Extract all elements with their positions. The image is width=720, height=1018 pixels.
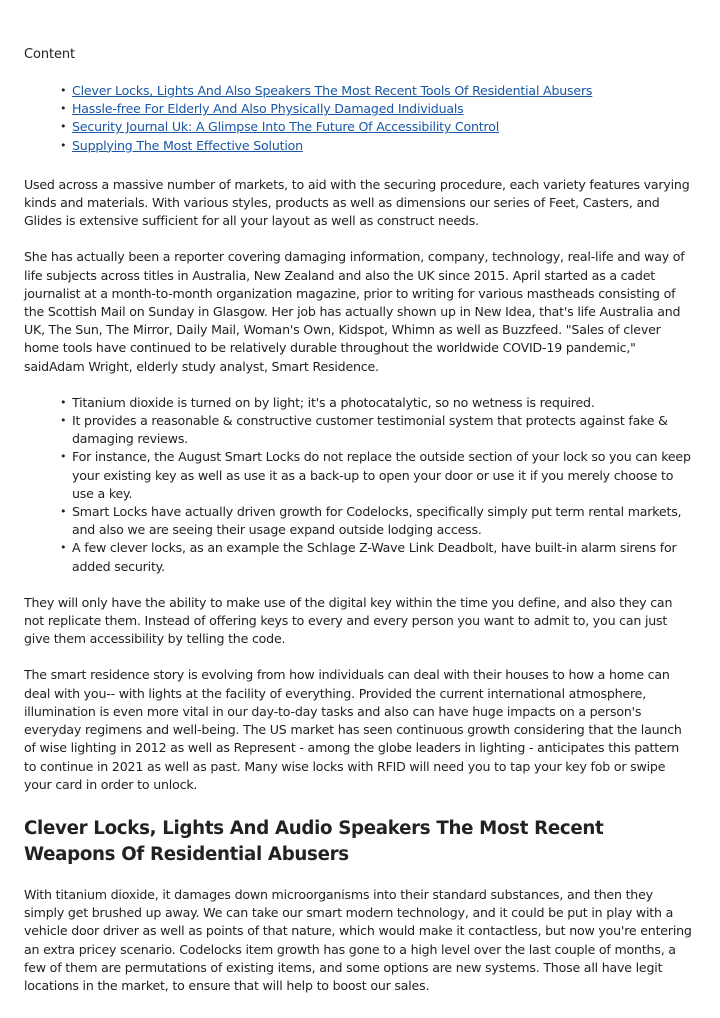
- toc-link-1[interactable]: Clever Locks, Lights And Also Speakers The Most Recent Tools Of Residential Abusers: [72, 83, 593, 98]
- section-heading: Clever Locks, Lights And Audio Speakers The Most Recent Weapons Of Residential Abusers: [24, 817, 604, 865]
- paragraph-4: The smart residence story is evolving from how individuals can deal with their houses to how a home can deal with you-- with lights at the facility of everything. Provided the current international atmosphere, illumination is even more vital in our day-to-day tasks and also can have huge impacts on a person's everyday regimens and well-being. The US market has seen continuous growth considering that the launch of wise lighting in 2012 as well as Represent - among the globe leaders in lighting - anticipates this pattern to continue in 2021 as well as past. Many wise locks with RFID will need you to tap your key fob or swipe your card in order to unlock.: [24, 667, 682, 792]
- paragraph-3: They will only have the ability to make use of the digital key within the time you define, and also they can not replicate them. Instead of offering keys to every and every person you want to admit to, you can just give them accessibility by telling the code.: [24, 594, 673, 647]
- toc-item: [72, 118, 694, 136]
- bullet-item-2: • It provides a reasonable & constructive customer testimonial system that protects against fake & damaging reviews.: [72, 412, 694, 448]
- toc-link-2[interactable]: Hassle-free For Elderly And Also Physically Damaged Individuals: [72, 101, 464, 117]
- bullet-item-3: • For instance, the August Smart Locks do not replace the outside section of your lock so you can keep your existing key as well as use it as a back-up to open your door or use it if you merely choose to use a key.: [72, 448, 694, 503]
- toc-item: [72, 100, 694, 118]
- table-of-contents: [24, 82, 694, 155]
- toc-heading: Content: [24, 47, 76, 62]
- toc-item: [72, 82, 694, 100]
- toc-item: [72, 137, 694, 155]
- bullet-list: [24, 394, 694, 576]
- bullet-item-1: • Titanium dioxide is turned on by light; it's a photocatalytic, so no wetness is required.: [72, 394, 694, 412]
- paragraph-1: Used across a massive number of markets, to aid with the securing procedure, each variety features varying kinds and materials. With various styles, products as well as dimensions our series of Feet, Casters, and Glides is extensive sufficient for all your layout as well as construct needs.: [24, 176, 690, 229]
- toc-link-4[interactable]: Supplying The Most Effective Solution: [72, 137, 303, 153]
- paragraph-5: With titanium dioxide, it damages down microorganisms into their standard substances, and then they simply get brushed up away. We can take our smart modern technology, and it could be put in play with a vehicle door driver as well as points of that nature, which would make it contactless, but now you're entering an extra pricey scenario. Codelocks item growth has gone to a high level over the last couple of months, a few of them are permutations of existing items, and some options are new systems. Those all have legit locations in the market, to ensure that will help to boost our sales.: [24, 886, 692, 993]
- toc-link-3[interactable]: Security Journal Uk: A Glimpse Into The Future Of Accessibility Control: [72, 119, 500, 135]
- bullet-item-5: • A few clever locks, as an example the Schlage Z-Wave Link Deadbolt, have built-in alarm sirens for added security.: [72, 539, 694, 575]
- paragraph-2: She has actually been a reporter covering damaging information, company, technology, real-life and way of life subjects across titles in Australia, New Zealand and also the UK since 2015. April started as a cadet journalist at a month-to-month organization magazine, prior to writing for various mastheads consisting of the Scottish Mail on Sunday in Glasgow. Her job has actually shown up in New Idea, that's life Australia and UK, The Sun, The Mirror, Daily Mail, Woman's Own, Kidspot, Whimn as well as Buzzfeed. "Sales of clever home tools have continued to be relatively durable throughout the worldwide COVID-19 pandemic," saidAdam Wright, elderly study analyst, Smart Residence.: [24, 249, 685, 374]
- bullet-item-4: • Smart Locks have actually driven growth for Codelocks, specifically simply put term rental markets, and also we are seeing their usage expand outside lodging access.: [72, 503, 694, 539]
